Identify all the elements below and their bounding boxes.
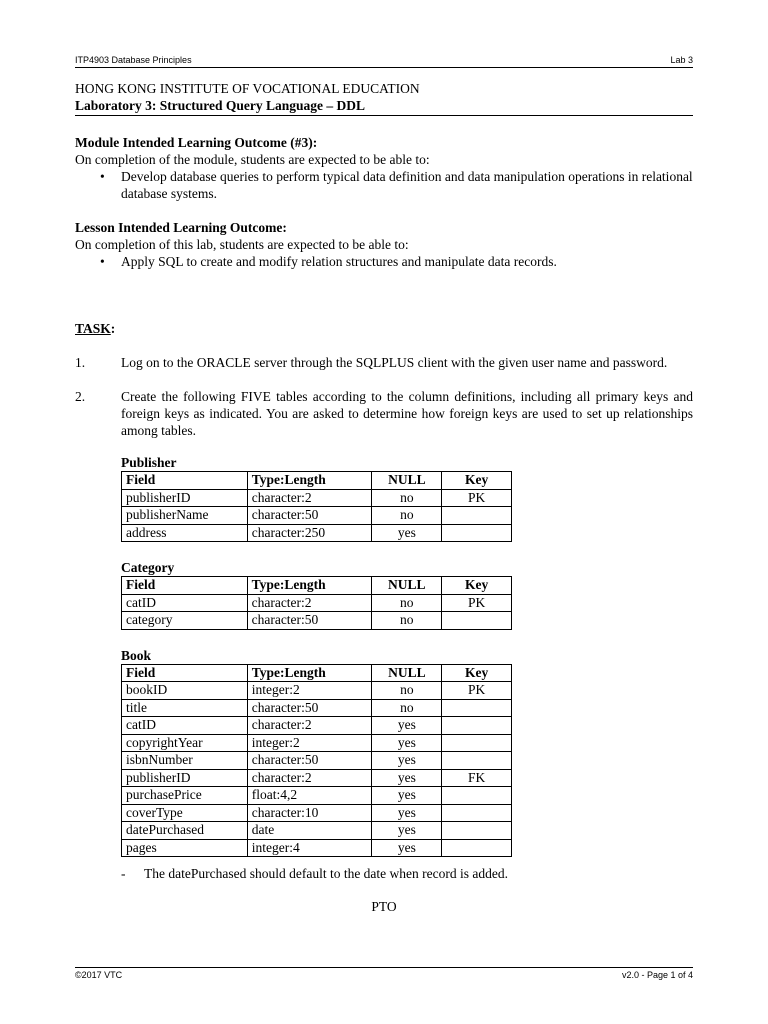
table-cell: FK [442,769,512,787]
table-cell: float:4,2 [247,787,372,805]
table-name: Book [121,647,152,663]
table-cell [442,787,512,805]
table-cell: title [122,699,248,717]
table-cell: integer:2 [247,682,372,700]
table-name: Publisher [121,455,177,470]
lab-title: Laboratory 3: Structured Query Language – DDL [75,97,693,116]
table-cell: publisherID [122,489,248,507]
table-header-row [122,664,512,682]
table-cell: publisherID [122,769,248,787]
task-heading: TASK [75,321,111,336]
table-cell: no [372,507,442,525]
copyright: ©2017 VTC [75,970,123,980]
column-header: NULL [372,577,442,595]
column-header: Type:Length [247,664,372,682]
table-cell: no [372,682,442,700]
table-row [122,787,512,805]
table-cell [442,752,512,770]
table-cell: character:2 [247,717,372,735]
table-row [122,612,512,630]
table-row [122,717,512,735]
table-row [122,752,512,770]
table-cell: date [247,822,372,840]
table-row [122,822,512,840]
institute-name: HONG KONG INSTITUTE OF VOCATIONAL EDUCATION [75,81,420,96]
table-cell: no [372,612,442,630]
column-header: Field [122,472,248,490]
column-header: Key [442,472,512,490]
table-row [122,734,512,752]
column-header: Key [442,664,512,682]
pto-label: PTO [371,899,397,914]
table-cell: copyrightYear [122,734,248,752]
column-header: Key [442,577,512,595]
table-row [122,769,512,787]
header-divider [75,67,693,68]
table-cell [442,699,512,717]
table-cell: catID [122,717,248,735]
table-cell [442,612,512,630]
table-cell: integer:2 [247,734,372,752]
schema-table [121,664,512,858]
table-row [122,507,512,525]
table-row [122,699,512,717]
table-cell: character:10 [247,804,372,822]
column-header: Type:Length [247,472,372,490]
table-cell: purchasePrice [122,787,248,805]
table-cell [442,804,512,822]
table-cell [442,734,512,752]
table-row [122,489,512,507]
table-cell [442,524,512,542]
table-cell: no [372,594,442,612]
page-footer [75,970,693,980]
table-cell [442,507,512,525]
page-header [75,55,693,65]
table-cell: yes [372,822,442,840]
table-cell: no [372,489,442,507]
table-row [122,594,512,612]
step-2: 2. Create the following FIVE tables according to the column definitions, including all primary keys and foreign keys as indicated. You are asked to determine how foreign keys are used to set up relationships among tables. [75,389,693,438]
lesson-outcome-intro: On completion of this lab, students are expected to be able to: [75,237,409,252]
table-cell: character:50 [247,699,372,717]
list-item: • Develop database queries to perform typical data definition and data manipulation operations in relational database systems. [100,169,693,201]
table-row [122,839,512,857]
column-header: Field [122,577,248,595]
page-number: v2.0 - Page 1 of 4 [621,970,693,980]
task-heading-line: TASK: [75,321,116,336]
schema-table [121,576,512,630]
table-cell: PK [442,594,512,612]
module-outcome-heading: Module Intended Learning Outcome (#3): [75,135,318,150]
table-cell [442,822,512,840]
table-cell: no [372,699,442,717]
table-cell: integer:4 [247,839,372,857]
table-cell: coverType [122,804,248,822]
table-cell: yes [372,524,442,542]
table-row [122,682,512,700]
table-cell: yes [372,787,442,805]
column-header: Type:Length [247,577,372,595]
module-outcome-intro: On completion of the module, students are expected to be able to: [75,152,430,167]
table-cell: yes [372,839,442,857]
course-name: ITP4903 Database Principles [75,55,192,65]
table-cell: yes [372,734,442,752]
table-definitions [121,454,693,857]
table-cell: yes [372,769,442,787]
lesson-outcome-list [75,253,693,270]
column-header: NULL [372,472,442,490]
lesson-outcome-heading: Lesson Intended Learning Outcome: [75,220,287,235]
step-1: 1. Log on to the ORACLE server through the SQLPLUS client with the given user name and password. [75,355,668,370]
column-header: NULL [372,664,442,682]
table-cell: character:250 [247,524,372,542]
footer-divider [75,967,693,968]
table-cell: character:50 [247,612,372,630]
table-header-row [122,472,512,490]
table-cell: character:50 [247,752,372,770]
table-cell: character:2 [247,489,372,507]
table-cell: datePurchased [122,822,248,840]
table-cell [442,839,512,857]
table-cell: address [122,524,248,542]
table-name: Category [121,560,175,575]
table-cell: character:50 [247,507,372,525]
table-cell: PK [442,489,512,507]
table-header-row [122,577,512,595]
table-row [122,804,512,822]
table-cell: yes [372,717,442,735]
table-cell: publisherName [122,507,248,525]
lab-number: Lab 3 [670,55,693,65]
list-item: • Apply SQL to create and modify relation structures and manipulate data records. [100,254,557,269]
table-cell: bookID [122,682,248,700]
module-outcome-list [75,168,693,202]
table-cell [442,717,512,735]
table-cell: character:2 [247,594,372,612]
column-header: Field [122,664,248,682]
table-cell: isbnNumber [122,752,248,770]
table-cell: yes [372,752,442,770]
table-cell: yes [372,804,442,822]
table-cell: pages [122,839,248,857]
table-cell: catID [122,594,248,612]
table-cell: character:2 [247,769,372,787]
document-body [75,80,693,915]
schema-table [121,471,512,542]
default-date-note: - The datePurchased should default to the date when record is added. [121,866,508,881]
table-cell: PK [442,682,512,700]
table-cell: category [122,612,248,630]
table-row [122,524,512,542]
